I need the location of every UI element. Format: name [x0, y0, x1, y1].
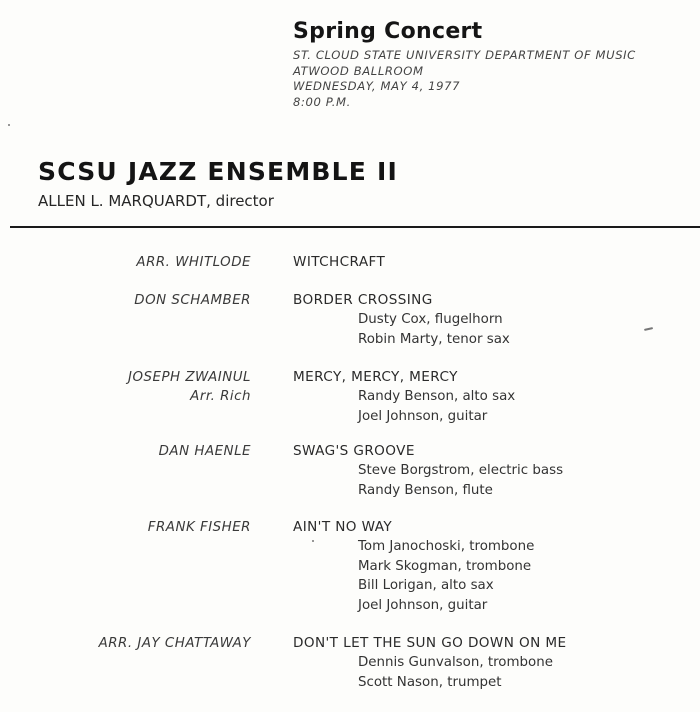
soloist: Joel Johnson, guitar: [358, 408, 488, 424]
composer-block: [136, 253, 251, 272]
composer-block: [148, 518, 251, 537]
composer-block: [128, 368, 251, 406]
soloist: Joel Johnson, guitar: [358, 597, 488, 613]
soloist: Bill Lorigan, alto sax: [358, 578, 494, 593]
soloist: Dennis Gunvalson, trombone: [358, 655, 553, 670]
piece-block: [293, 442, 563, 500]
scan-speck: [312, 540, 314, 542]
concert-date: WEDNESDAY, MAY 4, 1977: [293, 79, 461, 94]
concert-venue-university: ST. CLOUD STATE UNIVERSITY DEPARTMENT OF MUSIC: [293, 48, 636, 62]
concert-header: [293, 18, 693, 110]
piece-title: WITCHCRAFT: [293, 254, 386, 270]
composer-name: ARR. JAY CHATTAWAY: [98, 636, 251, 651]
composer-name: DON SCHAMBER: [134, 293, 251, 308]
soloist: Randy Benson, flute: [358, 482, 493, 498]
piece-block: [293, 518, 534, 615]
soloist: Robin Marty, tenor sax: [358, 331, 510, 347]
composer-block: [134, 291, 251, 310]
piece-title: MERCY, MERCY, MERCY: [293, 369, 458, 385]
arranger-name: Arr. Rich: [190, 389, 251, 404]
ensemble-director: ALLEN L. MARQUARDT, director: [38, 192, 274, 210]
soloist: Randy Benson, alto sax: [358, 389, 516, 404]
composer-block: [99, 634, 251, 653]
ensemble-title: SCSU JAZZ ENSEMBLE II: [38, 157, 398, 186]
piece-title: DON'T LET THE SUN GO DOWN ON ME: [293, 635, 567, 651]
piece-title: AIN'T NO WAY: [293, 519, 393, 535]
concert-venue-hall: ATWOOD BALLROOM: [293, 63, 424, 78]
piece-block: [293, 634, 567, 692]
ensemble-header: [38, 156, 398, 212]
piece-block: [293, 253, 385, 272]
section-divider: [10, 226, 700, 228]
scan-speck: [644, 327, 653, 330]
piece-block: [293, 368, 515, 426]
piece-title: SWAG'S GROOVE: [293, 443, 415, 459]
piece-title: BORDER CROSSING: [293, 292, 433, 308]
composer-name: FRANK FISHER: [147, 520, 251, 535]
piece-block: [293, 291, 510, 349]
soloist: Mark Skogman, trombone: [358, 558, 532, 574]
soloist: Steve Borgstrom, electric bass: [358, 463, 564, 478]
composer-name: ARR. WHITLODE: [136, 255, 251, 270]
soloist: Dusty Cox, flugelhorn: [358, 312, 503, 327]
soloist: Tom Janochoski, trombone: [358, 539, 535, 554]
composer-name: JOSEPH ZWAINUL: [128, 370, 251, 385]
concert-title: Spring Concert: [293, 19, 483, 44]
composer-name: DAN HAENLE: [158, 444, 251, 459]
soloist: Scott Nason, trumpet: [358, 674, 502, 690]
scan-speck: [8, 124, 10, 126]
concert-time: 8:00 P.M.: [293, 94, 351, 109]
composer-block: [159, 442, 251, 461]
